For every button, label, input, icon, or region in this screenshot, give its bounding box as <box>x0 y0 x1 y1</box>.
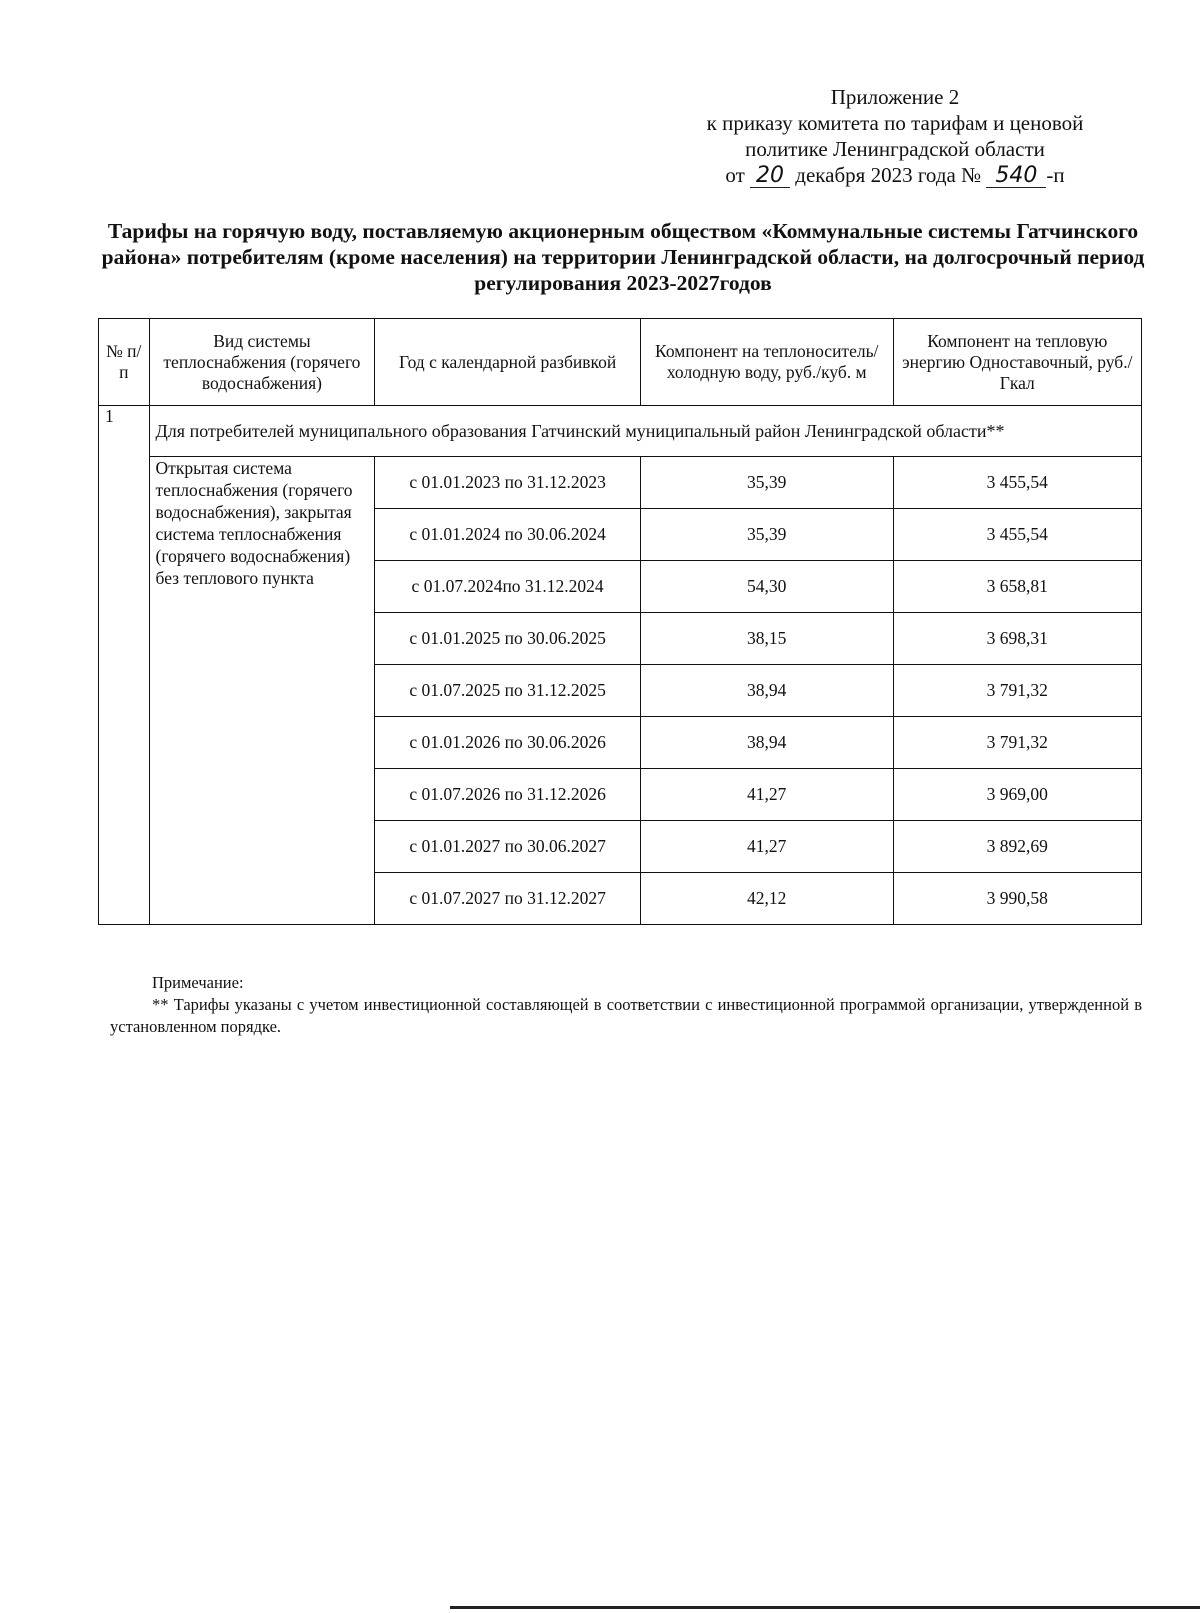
period-cell: с 01.07.2026 по 31.12.2026 <box>375 769 641 821</box>
row-number: 1 <box>99 406 150 925</box>
period-cell: с 01.01.2027 по 30.06.2027 <box>375 821 641 873</box>
heat-energy-value: 3 455,54 <box>893 509 1141 561</box>
heat-energy-value: 3 990,58 <box>893 873 1141 925</box>
heat-energy-value: 3 791,32 <box>893 665 1141 717</box>
annex-line-3: политике Ленинградской области <box>745 137 1045 161</box>
group-row <box>99 406 1142 457</box>
heat-energy-value: 3 455,54 <box>893 457 1141 509</box>
consumer-group-label: Для потребителей муниципального образования Гатчинский муниципальный район Ленинградской области** <box>149 406 1141 457</box>
heat-energy-value: 3 791,32 <box>893 717 1141 769</box>
cold-water-value: 38,15 <box>640 613 893 665</box>
order-number-suffix: -п <box>1046 163 1065 187</box>
period-cell: с 01.01.2024 по 30.06.2024 <box>375 509 641 561</box>
heat-energy-value: 3 658,81 <box>893 561 1141 613</box>
heat-energy-value: 3 698,31 <box>893 613 1141 665</box>
annex-line-1: Приложение 2 <box>830 85 960 109</box>
table-row <box>99 457 1142 509</box>
note-text: ** Тарифы указаны с учетом инвестиционной составляющей в соответствии с инвестиционной программой организации, утвержденной в установленном порядке. <box>110 995 1142 1036</box>
annex-date-line <box>650 162 1140 188</box>
cold-water-value: 35,39 <box>640 509 893 561</box>
header-period: Год с календарной разбивкой <box>375 319 641 406</box>
cold-water-value: 41,27 <box>640 769 893 821</box>
annex-line-2: к приказу комитета по тарифам и ценовой <box>706 111 1084 135</box>
period-cell: с 01.07.2027 по 31.12.2027 <box>375 873 641 925</box>
note-heading: Примечание: <box>152 973 244 992</box>
scan-bottom-rule <box>450 1606 1200 1609</box>
header-cold-component: Компонент на теплоноситель/холодную воду, руб./куб. м <box>640 319 893 406</box>
table-header-row <box>99 319 1142 406</box>
handwritten-order-number: 540 <box>986 165 1046 188</box>
header-heat-component: Компонент на тепловую энергию Одноставочный, руб./Гкал <box>893 319 1141 406</box>
period-cell: с 01.01.2023 по 31.12.2023 <box>375 457 641 509</box>
period-cell: с 01.07.2025 по 31.12.2025 <box>375 665 641 717</box>
handwritten-day: 20 <box>750 165 790 188</box>
document-title: Тарифы на горячую воду, поставляемую акционерным обществом «Коммунальные системы Гатчинского района» потребителям (кроме населения) на территории Ленинградской области, на долгосрочный период регулирования 2023-2027годов <box>101 219 1145 295</box>
system-type-cell: Открытая система теплоснабжения (горячего водоснабжения), закрытая система теплоснабжения (горячего водоснабжения) без теплового пункта <box>149 457 375 925</box>
tariff-table <box>98 318 1142 925</box>
cold-water-value: 42,12 <box>640 873 893 925</box>
date-prefix: от <box>725 163 745 187</box>
header-system: Вид системы теплоснабжения (горячего водоснабжения) <box>149 319 375 406</box>
cold-water-value: 54,30 <box>640 561 893 613</box>
period-cell: с 01.01.2026 по 30.06.2026 <box>375 717 641 769</box>
annex-header <box>650 84 1140 188</box>
cold-water-value: 35,39 <box>640 457 893 509</box>
header-num: № п/п <box>99 319 150 406</box>
cold-water-value: 38,94 <box>640 717 893 769</box>
period-cell: с 01.07.2024по 31.12.2024 <box>375 561 641 613</box>
period-cell: с 01.01.2025 по 30.06.2025 <box>375 613 641 665</box>
heat-energy-value: 3 969,00 <box>893 769 1141 821</box>
heat-energy-value: 3 892,69 <box>893 821 1141 873</box>
date-middle: декабря 2023 года № <box>795 163 982 187</box>
cold-water-value: 38,94 <box>640 665 893 717</box>
footnote <box>110 972 1142 1038</box>
cold-water-value: 41,27 <box>640 821 893 873</box>
